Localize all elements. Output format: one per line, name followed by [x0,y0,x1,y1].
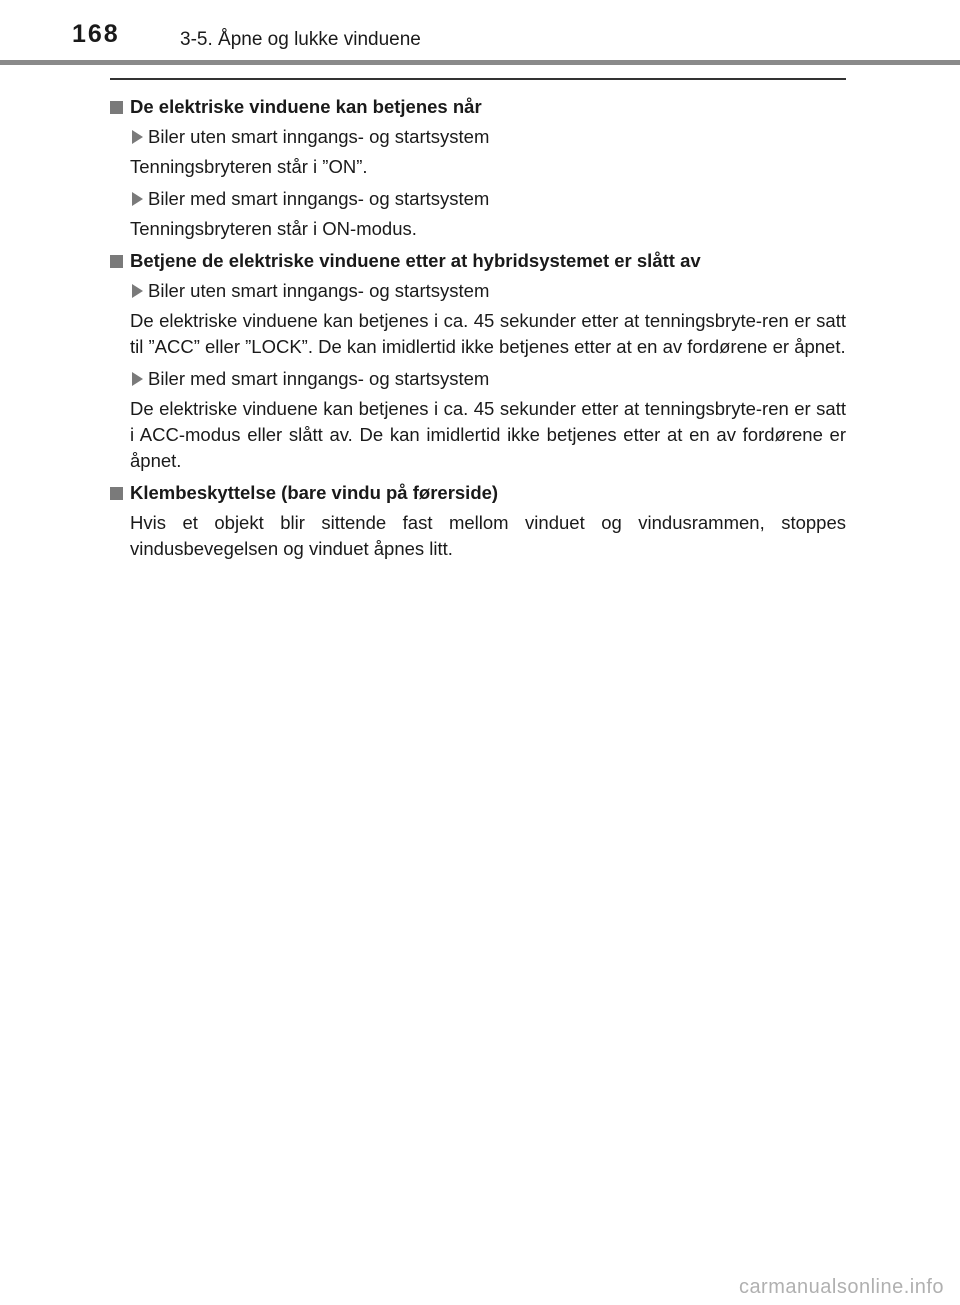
watermark: carmanualsonline.info [738,1276,944,1298]
body-paragraph: Tenningsbryteren står i ON-modus. [130,218,417,239]
sub-heading [110,124,846,150]
sub-heading [110,186,846,212]
sub-heading [110,278,846,304]
section-heading-text: Betjene de elektriske vinduene etter at hybridsystemet er slått av [130,250,701,271]
section-heading [110,480,846,506]
triangle-bullet-icon [132,130,143,144]
sub-heading-text: Biler med smart inngangs- og startsystem [148,188,490,209]
triangle-bullet-icon [132,192,143,206]
content-divider [110,78,846,80]
page-number: 168 [72,20,120,48]
square-bullet-icon [110,101,123,114]
body-paragraph: De elektriske vinduene kan betjenes i ca. 45 sekunder etter at tenningsbryte-ren er satt til ”ACC” eller ”LOCK”. De kan imidlertid ikke betjenes etter at en av fordørene er åpnet. [130,310,846,357]
square-bullet-icon [110,487,123,500]
body-paragraph: De elektriske vinduene kan betjenes i ca. 45 sekunder etter at tenningsbryte-ren er satt i ACC-modus eller slått av. De kan imidlertid ikke betjenes etter at en av fordørene er åpnet. [130,398,846,471]
section-heading [110,248,846,274]
section-title: 3-5. Åpne og lukke vinduene [180,29,421,50]
section-heading-text: Klembeskyttelse (bare vindu på førerside) [130,482,499,503]
page-content [110,88,846,568]
sub-heading-text: Biler uten smart inngangs- og startsystem [148,126,490,147]
body-paragraph: Tenningsbryteren står i ”ON”. [130,156,368,177]
sub-heading-text: Biler med smart inngangs- og startsystem [148,368,490,389]
header-band [0,60,960,65]
triangle-bullet-icon [132,372,143,386]
square-bullet-icon [110,255,123,268]
section-heading [110,94,846,120]
sub-heading [110,366,846,392]
body-paragraph: Hvis et objekt blir sittende fast mellom vinduet og vindusrammen, stoppes vindusbevegelsen og vinduet åpnes litt. [130,512,846,559]
triangle-bullet-icon [132,284,143,298]
section-heading-text: De elektriske vinduene kan betjenes når [130,96,482,117]
sub-heading-text: Biler uten smart inngangs- og startsystem [148,280,490,301]
